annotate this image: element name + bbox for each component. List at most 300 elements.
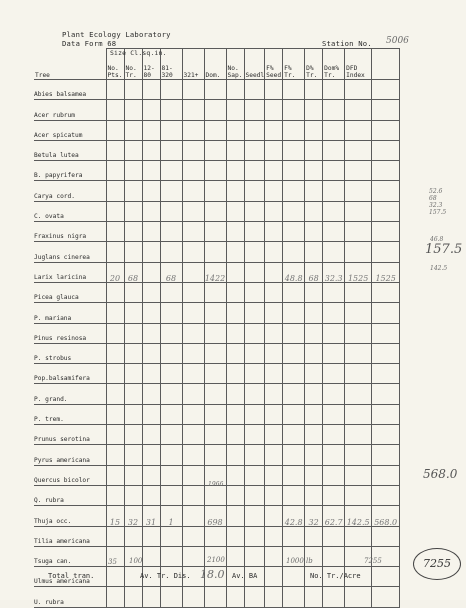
table-cell [372, 404, 400, 424]
table-cell [124, 140, 142, 160]
table-cell [283, 404, 305, 424]
table-cell [283, 343, 305, 363]
table-cell [160, 181, 182, 201]
table-cell [142, 384, 160, 404]
table-cell [160, 546, 182, 566]
table-cell [265, 222, 283, 242]
table-cell [305, 465, 323, 485]
table-cell [305, 343, 323, 363]
table-row [34, 384, 400, 404]
table-cell [106, 323, 124, 343]
table-cell [124, 120, 142, 140]
table-cell [244, 506, 265, 526]
species-name: Thuja occ. [34, 506, 106, 526]
table-cell [305, 323, 323, 343]
species-name: Tsuga can. [34, 546, 106, 566]
species-name: Betula lutea [34, 140, 106, 160]
table-cell [244, 222, 265, 242]
table-row [34, 242, 400, 262]
table-cell [160, 425, 182, 445]
table-cell [160, 120, 182, 140]
table-cell [106, 242, 124, 262]
table-cell [372, 567, 400, 587]
table-cell [265, 546, 283, 566]
table-cell [265, 80, 283, 100]
table-cell [244, 526, 265, 546]
table-cell [372, 587, 400, 607]
table-cell [142, 181, 160, 201]
table-cell [323, 587, 345, 607]
species-name: Acer rubrum [34, 100, 106, 120]
table-cell [372, 506, 400, 526]
table-cell [345, 384, 372, 404]
footer-total-tran: Total tran. [48, 572, 95, 580]
species-name: Carya cord. [34, 181, 106, 201]
table-cell [106, 303, 124, 323]
handwritten-value: 68 [165, 273, 177, 283]
table-cell [283, 303, 305, 323]
table-cell [160, 282, 182, 302]
table-cell [244, 546, 265, 566]
footer-note-2: 100 [129, 557, 143, 565]
table-cell [226, 506, 244, 526]
table-cell [345, 242, 372, 262]
species-name: Juglans cinerea [34, 242, 106, 262]
table-cell [265, 323, 283, 343]
table-row [34, 445, 400, 465]
table-cell [124, 262, 142, 282]
table-cell [160, 201, 182, 221]
table-cell [372, 262, 400, 282]
table-cell [345, 140, 372, 160]
table-cell [345, 526, 372, 546]
table-cell [345, 222, 372, 242]
table-cell [226, 323, 244, 343]
table-row [34, 526, 400, 546]
table-cell [305, 404, 323, 424]
table-cell [265, 303, 283, 323]
table-cell [124, 465, 142, 485]
table-cell [323, 303, 345, 323]
table-cell [305, 303, 323, 323]
thuja-subnote: 1966 [208, 481, 224, 488]
table-cell [283, 364, 305, 384]
table-cell [305, 201, 323, 221]
table-cell [142, 201, 160, 221]
table-cell [204, 526, 226, 546]
table-cell [244, 587, 265, 607]
table-cell [204, 384, 226, 404]
table-cell [323, 140, 345, 160]
table-cell [142, 303, 160, 323]
table-cell [345, 80, 372, 100]
table-cell [226, 80, 244, 100]
table-cell [182, 343, 204, 363]
table-cell [265, 384, 283, 404]
table-cell [345, 282, 372, 302]
handwritten-value: 32.3 [324, 273, 343, 283]
table-cell [305, 80, 323, 100]
species-name: P. mariana [34, 303, 106, 323]
table-cell [345, 262, 372, 282]
table-cell [160, 140, 182, 160]
col-extra [372, 49, 400, 80]
table-cell [265, 425, 283, 445]
table-cell [106, 567, 124, 587]
table-cell [182, 587, 204, 607]
table-cell [124, 404, 142, 424]
col-tree: Tree [35, 72, 50, 79]
table-cell [204, 404, 226, 424]
table-row [34, 343, 400, 363]
table-cell [305, 485, 323, 505]
table-cell [182, 120, 204, 140]
lab-title: Plant Ecology Laboratory [62, 30, 171, 39]
table-cell [124, 80, 142, 100]
table-cell [323, 445, 345, 465]
table-cell [265, 161, 283, 181]
table-cell [204, 425, 226, 445]
table-cell [283, 242, 305, 262]
table-cell [323, 181, 345, 201]
table-row [34, 303, 400, 323]
handwritten-value: 15 [109, 517, 121, 527]
table-cell [244, 80, 265, 100]
table-cell [160, 384, 182, 404]
table-cell [283, 100, 305, 120]
table-cell [124, 526, 142, 546]
species-name: Acer spicatum [34, 120, 106, 140]
table-cell [226, 222, 244, 242]
thuja-margin-total: 568.0 [423, 467, 458, 481]
table-cell [323, 100, 345, 120]
table-cell [372, 100, 400, 120]
table-cell [142, 100, 160, 120]
table-cell [283, 445, 305, 465]
table-cell [182, 506, 204, 526]
table-cell [182, 445, 204, 465]
handwritten-value: 1525 [375, 273, 396, 283]
footer-av-ba: Av. BA [232, 572, 258, 580]
table-row [34, 282, 400, 302]
table-cell [323, 80, 345, 100]
table-cell [244, 465, 265, 485]
table-cell [226, 587, 244, 607]
table-cell [323, 506, 345, 526]
table-cell [265, 262, 283, 282]
data-table [34, 48, 400, 608]
table-cell [106, 262, 124, 282]
table-cell [160, 587, 182, 607]
table-cell [106, 282, 124, 302]
table-cell [106, 404, 124, 424]
table-cell [372, 120, 400, 140]
table-cell [283, 323, 305, 343]
col-dom: Dom. [204, 49, 226, 80]
table-cell [283, 425, 305, 445]
handwritten-value: 68 [127, 273, 139, 283]
handwritten-value: 31 [145, 517, 157, 527]
table-cell [265, 567, 283, 587]
species-name: P. trem. [34, 404, 106, 424]
species-name: Q. rubra [34, 485, 106, 505]
table-cell [345, 323, 372, 343]
handwritten-value: 32 [127, 517, 139, 527]
table-cell [160, 445, 182, 465]
margin-note-mid2: 142.5 [430, 265, 448, 272]
table-cell [182, 222, 204, 242]
table-cell [106, 364, 124, 384]
table-cell [323, 242, 345, 262]
table-cell [265, 364, 283, 384]
table-cell [345, 120, 372, 140]
table-cell [182, 364, 204, 384]
table-cell [244, 140, 265, 160]
table-cell [204, 201, 226, 221]
table-cell [265, 445, 283, 465]
table-cell [244, 282, 265, 302]
col-no-tr: No. Tr. [124, 49, 142, 80]
table-cell [265, 506, 283, 526]
table-cell [265, 201, 283, 221]
table-cell [372, 201, 400, 221]
table-cell [106, 222, 124, 242]
table-cell [124, 364, 142, 384]
table-cell [106, 343, 124, 363]
table-cell [106, 201, 124, 221]
table-cell [244, 445, 265, 465]
table-row [34, 364, 400, 384]
table-cell [124, 384, 142, 404]
table-cell [244, 303, 265, 323]
species-name: Pop.balsamifera [34, 364, 106, 384]
table-cell [124, 506, 142, 526]
handwritten-value: 142.5 [346, 517, 370, 527]
table-cell [372, 242, 400, 262]
table-cell [226, 485, 244, 505]
handwritten-value: 48.8 [284, 273, 303, 283]
table-cell [372, 445, 400, 465]
table-row [34, 323, 400, 343]
table-cell [265, 526, 283, 546]
col-size-81-320: 81- 320 [160, 49, 182, 80]
table-cell [182, 282, 204, 302]
footer-av-tr-dis: Av. Tr. Dis. [140, 572, 191, 580]
table-cell [160, 485, 182, 505]
table-cell [160, 222, 182, 242]
table-cell [305, 242, 323, 262]
table-cell [142, 587, 160, 607]
table-cell [323, 262, 345, 282]
table-cell [204, 485, 226, 505]
species-name: B. papyrifera [34, 161, 106, 181]
table-cell [142, 222, 160, 242]
table-cell [244, 485, 265, 505]
table-cell [323, 526, 345, 546]
table-cell [283, 161, 305, 181]
table-cell [182, 303, 204, 323]
table-cell [345, 587, 372, 607]
table-cell [305, 262, 323, 282]
table-cell [244, 242, 265, 262]
table-cell [265, 140, 283, 160]
table-cell [305, 384, 323, 404]
table-cell [182, 546, 204, 566]
table-cell [323, 343, 345, 363]
table-cell [244, 343, 265, 363]
table-cell [182, 100, 204, 120]
table-row [34, 100, 400, 120]
table-cell [323, 222, 345, 242]
table-cell [226, 526, 244, 546]
table-cell [106, 485, 124, 505]
table-cell [124, 323, 142, 343]
table-cell [142, 262, 160, 282]
table-cell [345, 364, 372, 384]
table-cell [265, 343, 283, 363]
larix-margin-total: 157.5 [425, 242, 463, 257]
table-cell [160, 343, 182, 363]
col-d-tr: D% Tr. [305, 49, 323, 80]
table-cell [372, 303, 400, 323]
table-cell [283, 506, 305, 526]
col-seedl: Seedl [244, 49, 265, 80]
table-cell [244, 161, 265, 181]
col-dom-tr: Dom% Tr. [323, 49, 345, 80]
handwritten-value: 62.7 [324, 517, 343, 527]
table-cell [142, 445, 160, 465]
table-cell [244, 181, 265, 201]
table-cell [372, 485, 400, 505]
table-cell [323, 364, 345, 384]
table-cell [204, 100, 226, 120]
table-cell [372, 323, 400, 343]
table-cell [305, 120, 323, 140]
table-cell [106, 120, 124, 140]
table-cell [106, 140, 124, 160]
table-cell [372, 140, 400, 160]
table-cell [305, 181, 323, 201]
species-name: Pinus resinosa [34, 323, 106, 343]
col-size-12-80: 12- 80 [142, 49, 160, 80]
station-value: 5006 [386, 36, 409, 46]
species-name: Prunus serotina [34, 425, 106, 445]
table-cell [244, 425, 265, 445]
col-f-seed: F% Seed [265, 49, 283, 80]
table-cell [124, 161, 142, 181]
table-cell [160, 262, 182, 282]
table-cell [106, 100, 124, 120]
table-cell [182, 323, 204, 343]
table-cell [372, 526, 400, 546]
species-name: Picea glauca [34, 282, 106, 302]
table-cell [204, 140, 226, 160]
table-cell [226, 546, 244, 566]
footer-note-5: 1000 lb [286, 557, 313, 565]
table-cell [226, 201, 244, 221]
table-cell [204, 587, 226, 607]
col-dfd-index: DFD Index [345, 49, 372, 80]
table-cell [372, 161, 400, 181]
table-cell [323, 425, 345, 445]
table-cell [305, 425, 323, 445]
table-cell [244, 323, 265, 343]
table-cell [305, 100, 323, 120]
table-cell [182, 465, 204, 485]
species-name: U. rubra [34, 587, 106, 607]
table-cell [204, 445, 226, 465]
table-cell [124, 425, 142, 445]
table-cell [204, 506, 226, 526]
table-cell [372, 282, 400, 302]
table-cell [142, 546, 160, 566]
table-row [34, 485, 400, 505]
species-name: Ulmus americana [34, 567, 106, 587]
table-cell [283, 384, 305, 404]
table-cell [142, 242, 160, 262]
table-cell [142, 485, 160, 505]
table-cell [182, 485, 204, 505]
table-cell [124, 201, 142, 221]
table-row [34, 140, 400, 160]
table-cell [204, 323, 226, 343]
table-row [34, 181, 400, 201]
table-cell [204, 80, 226, 100]
table-row [34, 161, 400, 181]
table-cell [345, 343, 372, 363]
table-cell [182, 80, 204, 100]
table-row [34, 587, 400, 607]
table-row [34, 506, 400, 526]
handwritten-value: 568.0 [374, 517, 398, 527]
table-cell [323, 161, 345, 181]
table-row [34, 222, 400, 242]
table-cell [244, 120, 265, 140]
handwritten-value: 20 [109, 273, 121, 283]
species-name: Quercus bicolor [34, 465, 106, 485]
species-name: P. strobus [34, 343, 106, 363]
table-cell [226, 282, 244, 302]
table-cell [283, 282, 305, 302]
table-cell [142, 80, 160, 100]
table-cell [323, 485, 345, 505]
table-cell [372, 181, 400, 201]
table-cell [160, 404, 182, 424]
table-cell [160, 161, 182, 181]
table-cell [204, 282, 226, 302]
table-cell [142, 323, 160, 343]
footer-note-1: 35 [108, 558, 117, 566]
species-name: Abies balsamea [34, 80, 106, 100]
species-name: Fraxinus nigra [34, 222, 106, 242]
table-cell [124, 181, 142, 201]
table-cell [305, 161, 323, 181]
table-cell [345, 445, 372, 465]
table-cell [106, 161, 124, 181]
table-cell [160, 80, 182, 100]
table-cell [244, 404, 265, 424]
table-cell [283, 181, 305, 201]
table-cell [142, 404, 160, 424]
table-cell [226, 364, 244, 384]
col-no-pts: No. Pts. [106, 49, 124, 80]
table-cell [106, 80, 124, 100]
table-cell [182, 181, 204, 201]
table-cell [244, 100, 265, 120]
table-cell [226, 120, 244, 140]
species-name: Larix laricina [34, 262, 106, 282]
table-cell [345, 181, 372, 201]
